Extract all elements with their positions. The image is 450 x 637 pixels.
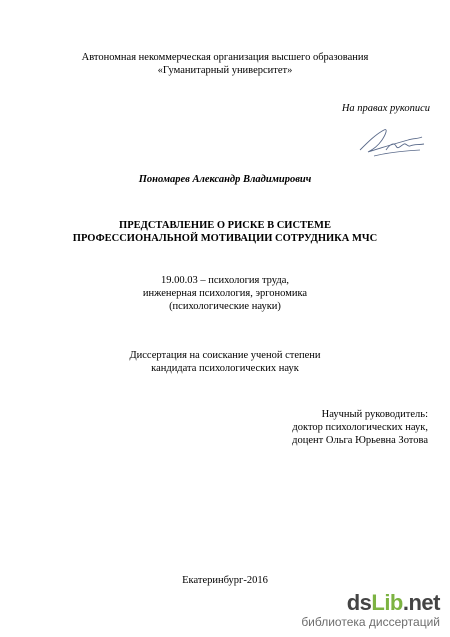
specialty-line-1: 19.00.03 – психология труда, bbox=[160, 275, 290, 286]
degree-line-2: кандидата психологических наук bbox=[151, 363, 299, 374]
organization-line-1: Автономная некоммерческая организация высшего образования bbox=[81, 52, 369, 63]
dissertation-title-line-2: ПРОФЕССИОНАЛЬНОЙ МОТИВАЦИИ СОТРУДНИКА МЧС bbox=[72, 233, 378, 244]
supervisor-name: доцент Ольга Юрьевна Зотова bbox=[292, 435, 428, 446]
organization-line-2: «Гуманитарный университет» bbox=[157, 65, 293, 76]
dissertation-title-line-1: ПРЕДСТАВЛЕНИЕ О РИСКЕ В СИСТЕМЕ bbox=[119, 220, 331, 231]
handwritten-signature bbox=[356, 120, 428, 162]
rights-note: На правах рукописи bbox=[341, 103, 430, 114]
specialty-line-3: (психологические науки) bbox=[169, 301, 281, 312]
specialty-line-2: инженерная психология, эргономика bbox=[142, 288, 308, 299]
dslib-logo: dsLib.net bbox=[346, 590, 440, 615]
supervisor-label: Научный руководитель: bbox=[321, 409, 428, 420]
author-name: Пономарев Александр Владимирович bbox=[138, 174, 312, 185]
dslib-subtitle: библиотека диссертаций bbox=[301, 615, 440, 629]
city-year: Екатеринбург-2016 bbox=[182, 575, 268, 586]
supervisor-degree: доктор психологических наук, bbox=[292, 422, 428, 433]
dslib-watermark bbox=[301, 591, 440, 629]
degree-line-1: Диссертация на соискание ученой степени bbox=[129, 350, 321, 361]
